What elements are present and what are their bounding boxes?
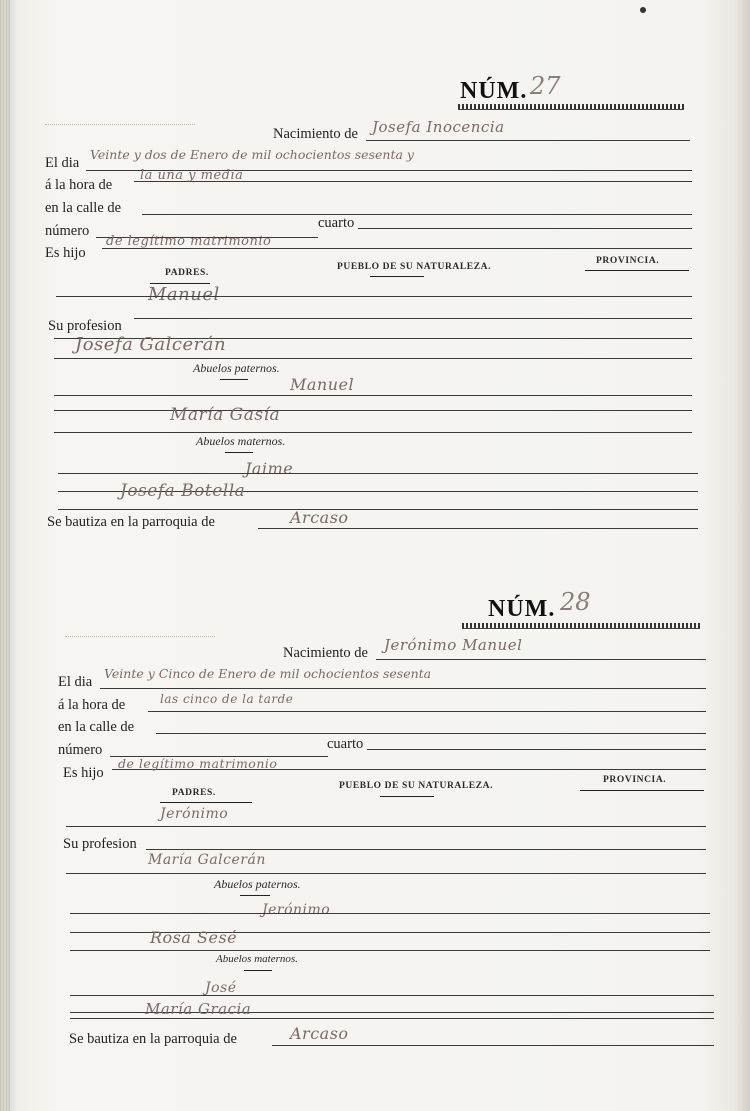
abuelo-materno-value: Jaime: [245, 459, 294, 478]
abuelos-paternos-heading: Abuelos paternos.: [214, 877, 301, 891]
padre-line: [66, 826, 706, 827]
hora-value: la una y media: [140, 168, 244, 183]
parroquia-value: Arcaso: [290, 1024, 349, 1043]
cuarto-label: cuarto: [327, 736, 364, 752]
hijo-value: de legítimo matrimonio: [118, 756, 278, 771]
numero-label: número: [58, 742, 103, 758]
parroquia-label: Se bautiza en la parroquia de: [47, 514, 215, 530]
dia-value: Veinte y Cinco de Enero de mil ochocientos sesenta: [104, 666, 432, 681]
calle-line: [156, 733, 706, 734]
abuelos-paternos-underline: [240, 895, 270, 896]
provincia-heading: PROVINCIA.: [603, 775, 667, 785]
abuela-paterna-line: [70, 950, 710, 951]
abuela-paterna-value: Rosa Sesé: [150, 928, 238, 947]
cuarto-line: [367, 749, 706, 750]
calle-label: en la calle de: [45, 200, 122, 216]
parroquia-line: [272, 1045, 714, 1046]
padres-heading: PADRES.: [172, 788, 216, 798]
record-number-label: NÚM.: [460, 78, 528, 104]
nacimiento-value: Josefa Inocencia: [372, 118, 505, 136]
abuelos-maternos-heading: Abuelos maternos.: [196, 434, 286, 448]
pueblo-heading: PUEBLO DE SU NATURALEZA.: [339, 781, 494, 791]
padre-value: Jerónimo: [160, 806, 229, 822]
abuelo-paterno-value: Jerónimo: [262, 902, 331, 918]
abuela-materna-value: Josefa Botella: [120, 481, 246, 501]
abuelos-paternos-heading: Abuelos paternos.: [193, 361, 280, 375]
record-number-value: 28: [560, 588, 591, 616]
cuarto-label: cuarto: [318, 215, 355, 231]
profesion-label: Su profesion: [63, 836, 137, 852]
profesion-line: [146, 849, 706, 850]
abuela-paterna-value: María Gasía: [170, 405, 281, 425]
madre-value: María Galcerán: [148, 852, 266, 868]
madre-value: Josefa Galcerán: [75, 334, 227, 355]
hijo-label: Es hijo: [63, 765, 104, 781]
nacimiento-label: Nacimiento de: [283, 645, 368, 661]
nacimiento-label: Nacimiento de: [273, 126, 358, 142]
padres-heading: PADRES.: [165, 268, 209, 278]
nacimiento-value: Jerónimo Manuel: [384, 636, 523, 654]
nacimiento-line: [376, 659, 706, 660]
pueblo-heading: PUEBLO DE SU NATURALEZA.: [337, 262, 492, 272]
faint-rule: [65, 636, 215, 637]
abuelo-paterno-value: Manuel: [290, 375, 355, 394]
provincia-underline: [580, 790, 704, 791]
provincia-heading: PROVINCIA.: [596, 256, 660, 266]
dia-label: El dia: [58, 674, 93, 690]
abuelo-materno-line: [70, 995, 714, 996]
madre-line: [66, 873, 706, 874]
dia-line: [100, 688, 706, 689]
numero-label: número: [45, 223, 90, 239]
abuelo-paterno-line: [70, 913, 710, 914]
hora-label: á la hora de: [58, 697, 126, 713]
parroquia-label: Se bautiza en la parroquia de: [69, 1031, 237, 1047]
pueblo-underline: [380, 796, 434, 797]
padre-value: Manuel: [148, 284, 220, 305]
hijo-label: Es hijo: [45, 245, 86, 261]
abuela-materna-line: [70, 1018, 714, 1019]
abuela-materna-value: María Gracia: [145, 1000, 252, 1018]
parroquia-value: Arcaso: [290, 508, 349, 527]
record-number-value: 27: [530, 72, 561, 100]
abuelo-materno-value: José: [205, 980, 237, 996]
ornamental-rule: [462, 623, 700, 629]
abuelos-maternos-underline: [244, 970, 272, 971]
dia-label: El dia: [45, 155, 80, 171]
hijo-value: de legítimo matrimonio: [106, 234, 272, 249]
hora-line: [148, 711, 706, 712]
calle-label: en la calle de: [58, 719, 135, 735]
abuelos-maternos-heading: Abuelos maternos.: [216, 953, 298, 965]
dia-value: Veinte y dos de Enero de mil ochocientos sesenta y: [90, 147, 414, 162]
hora-label: á la hora de: [45, 177, 113, 193]
profesion-label: Su profesion: [48, 318, 122, 334]
hora-value: las cinco de la tarde: [160, 692, 294, 706]
padres-underline: [160, 802, 252, 803]
record-number-label: NÚM.: [488, 596, 556, 622]
